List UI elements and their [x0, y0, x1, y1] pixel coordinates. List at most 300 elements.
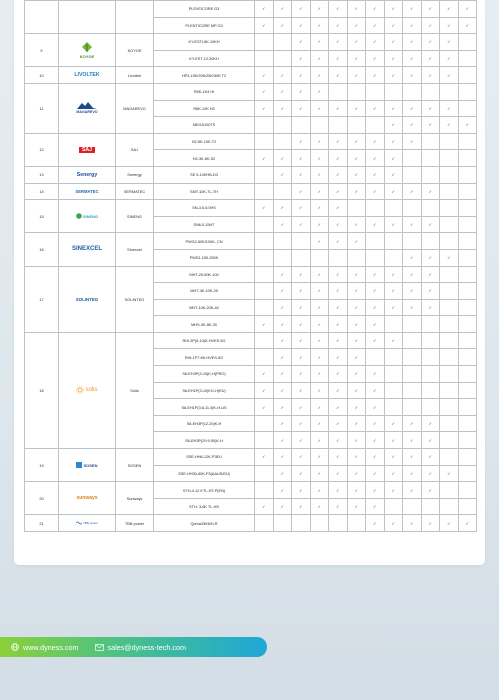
empty-cell	[384, 399, 403, 416]
empty-cell	[458, 83, 477, 100]
compatible-checkmark: ✓	[329, 17, 348, 34]
row-number: 12	[25, 133, 59, 166]
compatible-checkmark: ✓	[310, 83, 329, 100]
compatible-checkmark: ✓	[329, 449, 348, 466]
compatible-checkmark: ✓	[403, 34, 422, 51]
empty-cell	[458, 498, 477, 515]
compatible-checkmark: ✓	[329, 482, 348, 499]
compatible-checkmark: ✓	[255, 1, 274, 18]
compatible-checkmark: ✓	[403, 117, 422, 134]
compatible-checkmark: ✓	[347, 349, 366, 366]
brand-name: TBB power	[116, 515, 154, 532]
compatible-checkmark: ✓	[366, 366, 385, 383]
model-name: MHT-25-50K-100	[154, 266, 255, 283]
table-row	[25, 1, 477, 18]
compatible-checkmark: ✓	[384, 449, 403, 466]
compatible-checkmark: ✓	[384, 17, 403, 34]
compatible-checkmark: ✓	[273, 100, 292, 117]
logo-cell	[59, 482, 116, 515]
brand-name: Sunways	[116, 482, 154, 515]
empty-cell	[255, 432, 274, 449]
empty-cell	[255, 465, 274, 482]
compatible-checkmark: ✓	[366, 449, 385, 466]
table-row	[25, 200, 477, 217]
compatible-checkmark: ✓	[310, 266, 329, 283]
empty-cell	[384, 83, 403, 100]
compatible-checkmark: ✓	[403, 299, 422, 316]
compatible-checkmark: ✓	[347, 449, 366, 466]
compatible-checkmark: ✓	[440, 100, 459, 117]
compatible-checkmark: ✓	[310, 332, 329, 349]
compatible-checkmark: ✓	[366, 316, 385, 333]
compatible-checkmark: ✓	[255, 366, 274, 383]
empty-cell	[421, 133, 440, 150]
compatible-checkmark: ✓	[273, 67, 292, 84]
compatible-checkmark: ✓	[292, 366, 311, 383]
compatible-checkmark: ✓	[255, 100, 274, 117]
compatible-checkmark: ✓	[310, 67, 329, 84]
empty-cell	[440, 382, 459, 399]
compatible-checkmark: ✓	[292, 283, 311, 300]
compatible-checkmark: ✓	[329, 283, 348, 300]
empty-cell	[310, 117, 329, 134]
compatible-checkmark: ✓	[310, 50, 329, 67]
compatible-checkmark: ✓	[292, 67, 311, 84]
compatible-checkmark: ✓	[273, 83, 292, 100]
compatible-checkmark: ✓	[329, 183, 348, 200]
model-name: SE 5-10KHB-D3	[154, 166, 255, 183]
empty-cell	[440, 133, 459, 150]
logo-cell	[59, 133, 116, 166]
brand-logo	[59, 521, 115, 525]
compatible-checkmark: ✓	[310, 432, 329, 449]
empty-cell	[273, 233, 292, 250]
compatible-checkmark: ✓	[347, 67, 366, 84]
brand-logo-text: solis	[85, 387, 98, 394]
empty-cell	[347, 515, 366, 532]
compatible-checkmark: ✓	[403, 515, 422, 532]
row-number: 10	[25, 67, 59, 84]
compatible-checkmark: ✓	[347, 283, 366, 300]
row-number: 15	[25, 200, 59, 233]
compatible-checkmark: ✓	[273, 399, 292, 416]
empty-cell	[255, 349, 274, 366]
empty-cell	[458, 399, 477, 416]
compatible-checkmark: ✓	[458, 117, 477, 134]
koyoe-leaf-icon	[80, 41, 94, 53]
empty-cell	[458, 299, 477, 316]
compatible-checkmark: ✓	[255, 150, 274, 167]
empty-cell	[458, 200, 477, 217]
compatible-checkmark: ✓	[329, 349, 348, 366]
empty-cell	[403, 332, 422, 349]
empty-cell	[458, 349, 477, 366]
empty-cell	[384, 233, 403, 250]
brand-logo	[59, 495, 115, 501]
model-name: H2-3K-6K-S2	[154, 150, 255, 167]
empty-cell	[458, 432, 477, 449]
empty-cell	[458, 183, 477, 200]
brand-logo	[59, 189, 115, 194]
empty-cell	[421, 382, 440, 399]
brand-logo	[59, 72, 115, 78]
compatible-checkmark: ✓	[421, 283, 440, 300]
compatible-checkmark: ✓	[310, 216, 329, 233]
compatible-checkmark: ✓	[403, 133, 422, 150]
empty-cell	[255, 233, 274, 250]
compatible-checkmark: ✓	[310, 349, 329, 366]
empty-cell	[458, 100, 477, 117]
compatible-checkmark: ✓	[403, 1, 422, 18]
empty-cell	[458, 415, 477, 432]
compatible-checkmark: ✓	[292, 100, 311, 117]
compatible-checkmark: ✓	[310, 17, 329, 34]
empty-cell	[273, 34, 292, 51]
compatible-checkmark: ✓	[273, 283, 292, 300]
model-name: PWG2-50K/100K- CN	[154, 233, 255, 250]
compatible-checkmark: ✓	[347, 498, 366, 515]
empty-cell	[255, 299, 274, 316]
compatible-checkmark: ✓	[347, 233, 366, 250]
empty-cell	[384, 382, 403, 399]
logo-cell	[59, 34, 116, 67]
table-row	[25, 266, 477, 283]
empty-cell	[366, 117, 385, 134]
empty-cell	[384, 349, 403, 366]
compatibility-table	[24, 0, 477, 532]
model-name: PLENTICORE G3	[154, 1, 255, 18]
brand-logo-text: LIVOLTEK	[74, 72, 100, 79]
compatible-checkmark: ✓	[421, 515, 440, 532]
compatible-checkmark: ✓	[421, 100, 440, 117]
compatible-checkmark: ✓	[421, 482, 440, 499]
empty-cell	[384, 316, 403, 333]
compatible-checkmark: ✓	[310, 449, 329, 466]
compatible-checkmark: ✓	[310, 316, 329, 333]
compatible-checkmark: ✓	[329, 1, 348, 18]
empty-cell	[440, 415, 459, 432]
empty-cell	[440, 183, 459, 200]
compatible-checkmark: ✓	[329, 316, 348, 333]
empty-cell	[347, 249, 366, 266]
empty-cell	[440, 283, 459, 300]
compatible-checkmark: ✓	[273, 449, 292, 466]
brand-logo	[59, 172, 115, 178]
empty-cell	[421, 399, 440, 416]
compatible-checkmark: ✓	[255, 382, 274, 399]
brand-name	[116, 1, 154, 34]
row-number: 14	[25, 183, 59, 200]
compatible-checkmark: ✓	[310, 482, 329, 499]
compatible-checkmark: ✓	[329, 299, 348, 316]
compatible-checkmark: ✓	[292, 1, 311, 18]
compatible-checkmark: ✓	[347, 150, 366, 167]
brand-logo-text: KOYOE	[79, 54, 95, 60]
empty-cell	[458, 283, 477, 300]
compatible-checkmark: ✓	[384, 482, 403, 499]
model-name: PWS1-150-250K	[154, 249, 255, 266]
brand-logo	[59, 102, 115, 114]
compatible-checkmark: ✓	[366, 216, 385, 233]
empty-cell	[292, 249, 311, 266]
empty-cell	[458, 316, 477, 333]
empty-cell	[255, 183, 274, 200]
compatible-checkmark: ✓	[329, 399, 348, 416]
brand-name: SAJ	[116, 133, 154, 166]
empty-cell	[403, 382, 422, 399]
compatible-checkmark: ✓	[310, 183, 329, 200]
brand-name: SINENG	[116, 200, 154, 233]
compatible-checkmark: ✓	[347, 332, 366, 349]
brand-logo-text: SOLINTEG	[75, 296, 99, 302]
empty-cell	[458, 332, 477, 349]
compatible-checkmark: ✓	[403, 249, 422, 266]
empty-cell	[403, 366, 422, 383]
compatible-checkmark: ✓	[255, 200, 274, 217]
empty-cell	[366, 349, 385, 366]
compatible-checkmark: ✓	[310, 1, 329, 18]
compatible-checkmark: ✓	[421, 117, 440, 134]
empty-cell	[329, 249, 348, 266]
compatible-checkmark: ✓	[458, 1, 477, 18]
empty-cell	[403, 233, 422, 250]
compatible-checkmark: ✓	[366, 50, 385, 67]
compatible-checkmark: ✓	[329, 465, 348, 482]
compatible-checkmark: ✓	[273, 465, 292, 482]
compatible-checkmark: ✓	[273, 266, 292, 283]
compatible-checkmark: ✓	[366, 266, 385, 283]
empty-cell	[347, 117, 366, 134]
model-name: MHT-10K-20K-40	[154, 299, 255, 316]
table-row	[25, 83, 477, 100]
compatible-checkmark: ✓	[292, 415, 311, 432]
compatible-checkmark: ✓	[310, 100, 329, 117]
compatible-checkmark: ✓	[273, 349, 292, 366]
compatible-checkmark: ✓	[292, 183, 311, 200]
compatible-checkmark: ✓	[366, 482, 385, 499]
empty-cell	[458, 166, 477, 183]
model-name: S6-EH3P(29.9-50)K-H	[154, 432, 255, 449]
compatible-checkmark: ✓	[310, 299, 329, 316]
empty-cell	[421, 316, 440, 333]
model-name: H2-5K-10K-T2	[154, 133, 255, 150]
compatible-checkmark: ✓	[384, 332, 403, 349]
empty-cell	[292, 233, 311, 250]
brand-name: KOYOE	[116, 34, 154, 67]
compatible-checkmark: ✓	[329, 133, 348, 150]
empty-cell	[403, 200, 422, 217]
model-name: PLENTICORE MP G3	[154, 17, 255, 34]
compatible-checkmark: ✓	[421, 432, 440, 449]
empty-cell	[458, 465, 477, 482]
empty-cell	[403, 83, 422, 100]
compatible-checkmark: ✓	[366, 17, 385, 34]
empty-cell	[292, 117, 311, 134]
brand-logo	[59, 462, 115, 468]
compatible-checkmark: ✓	[329, 216, 348, 233]
model-name: MHT-4K-10K-25	[154, 283, 255, 300]
brand-logo	[59, 386, 115, 394]
empty-cell	[421, 166, 440, 183]
logo-cell	[59, 183, 116, 200]
compatible-checkmark: ✓	[255, 449, 274, 466]
empty-cell	[384, 249, 403, 266]
empty-cell	[384, 366, 403, 383]
compatible-checkmark: ✓	[329, 415, 348, 432]
compatible-checkmark: ✓	[347, 166, 366, 183]
empty-cell	[273, 133, 292, 150]
empty-cell	[255, 166, 274, 183]
globe-icon	[11, 643, 19, 651]
empty-cell	[273, 515, 292, 532]
compatible-checkmark: ✓	[292, 299, 311, 316]
compatible-checkmark: ✓	[421, 299, 440, 316]
empty-cell	[403, 349, 422, 366]
compatible-checkmark: ✓	[440, 67, 459, 84]
compatible-checkmark: ✓	[384, 67, 403, 84]
empty-cell	[440, 200, 459, 217]
compatible-checkmark: ✓	[384, 117, 403, 134]
website-link[interactable]	[11, 643, 79, 652]
model-name: S6-EH3P(3-10)K-H(PRO)	[154, 366, 255, 383]
magarevo-mountain-icon	[77, 102, 97, 109]
empty-cell	[347, 200, 366, 217]
compatible-checkmark: ✓	[403, 216, 422, 233]
empty-cell	[440, 316, 459, 333]
compatible-checkmark: ✓	[292, 83, 311, 100]
compatible-checkmark: ✓	[329, 432, 348, 449]
table-row	[25, 515, 477, 532]
compatible-checkmark: ✓	[329, 233, 348, 250]
compatible-checkmark: ✓	[310, 34, 329, 51]
compatible-checkmark: ✓	[347, 366, 366, 383]
compatible-checkmark: ✓	[310, 233, 329, 250]
empty-cell	[255, 332, 274, 349]
brand-logo-text: sunways	[76, 495, 98, 502]
compatible-checkmark: ✓	[403, 283, 422, 300]
compatible-checkmark: ✓	[292, 349, 311, 366]
compatible-checkmark: ✓	[421, 249, 440, 266]
brand-logo-text: SAJ	[79, 147, 95, 153]
compatible-checkmark: ✓	[384, 150, 403, 167]
row-number: 11	[25, 83, 59, 133]
compatible-checkmark: ✓	[384, 100, 403, 117]
compatible-checkmark: ✓	[347, 216, 366, 233]
compatible-checkmark: ✓	[384, 166, 403, 183]
compatible-checkmark: ✓	[273, 216, 292, 233]
table-row	[25, 133, 477, 150]
compatible-checkmark: ✓	[329, 166, 348, 183]
compatible-checkmark: ✓	[366, 1, 385, 18]
model-name: S6-EH3P(12-20)K-H	[154, 415, 255, 432]
model-name: SSE-HH6-12K-P3EU	[154, 449, 255, 466]
compatible-checkmark: ✓	[347, 50, 366, 67]
row-number: 13	[25, 166, 59, 183]
compatible-checkmark: ✓	[384, 266, 403, 283]
model-name: STH- 3-6K TL-HS	[154, 498, 255, 515]
empty-cell	[458, 482, 477, 499]
compatible-checkmark: ✓	[347, 133, 366, 150]
empty-cell	[458, 150, 477, 167]
brand-name: SERMATEC	[116, 183, 154, 200]
compatible-checkmark: ✓	[403, 50, 422, 67]
empty-cell	[255, 216, 274, 233]
compatible-checkmark: ✓	[421, 50, 440, 67]
compatible-checkmark: ✓	[292, 150, 311, 167]
empty-cell	[403, 316, 422, 333]
compatible-checkmark: ✓	[255, 83, 274, 100]
empty-cell	[366, 249, 385, 266]
row-number: 16	[25, 233, 59, 266]
email-link[interactable]	[95, 643, 186, 652]
compatible-checkmark: ✓	[421, 415, 440, 432]
logo-cell	[59, 449, 116, 482]
model-name: RHI-1P7.6K-HVES-5G	[154, 349, 255, 366]
empty-cell	[403, 498, 422, 515]
compatible-checkmark: ✓	[255, 67, 274, 84]
compatible-checkmark: ✓	[403, 465, 422, 482]
compatible-checkmark: ✓	[347, 299, 366, 316]
empty-cell	[458, 233, 477, 250]
brand-name: Solis	[116, 332, 154, 448]
empty-cell	[458, 449, 477, 466]
empty-cell	[421, 233, 440, 250]
compatible-checkmark: ✓	[329, 34, 348, 51]
model-name: STH-4-12 KTL-HT-P(EN)	[154, 482, 255, 499]
row-number: 18	[25, 332, 59, 448]
compatible-checkmark: ✓	[273, 366, 292, 383]
compatible-checkmark: ✓	[421, 183, 440, 200]
compatible-checkmark: ✓	[329, 498, 348, 515]
empty-cell	[384, 200, 403, 217]
empty-cell	[403, 166, 422, 183]
compatible-checkmark: ✓	[366, 498, 385, 515]
compatible-checkmark: ✓	[292, 50, 311, 67]
compatible-checkmark: ✓	[329, 382, 348, 399]
model-name: SN6.0-15HT	[154, 216, 255, 233]
brand-logo	[59, 246, 115, 252]
compatible-checkmark: ✓	[347, 399, 366, 416]
compatible-checkmark: ✓	[440, 465, 459, 482]
logo-cell	[59, 266, 116, 332]
model-name: KY-EST-12-30KH	[154, 50, 255, 67]
compatible-checkmark: ✓	[366, 515, 385, 532]
compatible-checkmark: ✓	[329, 100, 348, 117]
empty-cell	[421, 332, 440, 349]
compatible-checkmark: ✓	[403, 432, 422, 449]
compatible-checkmark: ✓	[292, 200, 311, 217]
compatible-checkmark: ✓	[292, 382, 311, 399]
compatible-checkmark: ✓	[329, 67, 348, 84]
empty-cell	[255, 50, 274, 67]
empty-cell	[440, 482, 459, 499]
compatible-checkmark: ✓	[255, 17, 274, 34]
empty-cell	[366, 200, 385, 217]
website-text: www.dyness.com	[23, 642, 79, 652]
brand-name: Sinexcel	[116, 233, 154, 266]
empty-cell	[403, 399, 422, 416]
compatible-checkmark: ✓	[329, 332, 348, 349]
empty-cell	[403, 150, 422, 167]
compatible-checkmark: ✓	[310, 498, 329, 515]
table-row	[25, 332, 477, 349]
compatible-checkmark: ✓	[273, 150, 292, 167]
compatible-checkmark: ✓	[440, 34, 459, 51]
compatible-checkmark: ✓	[273, 200, 292, 217]
compatible-checkmark: ✓	[273, 382, 292, 399]
compatible-checkmark: ✓	[292, 482, 311, 499]
brand-name: Livoltek	[116, 67, 154, 84]
